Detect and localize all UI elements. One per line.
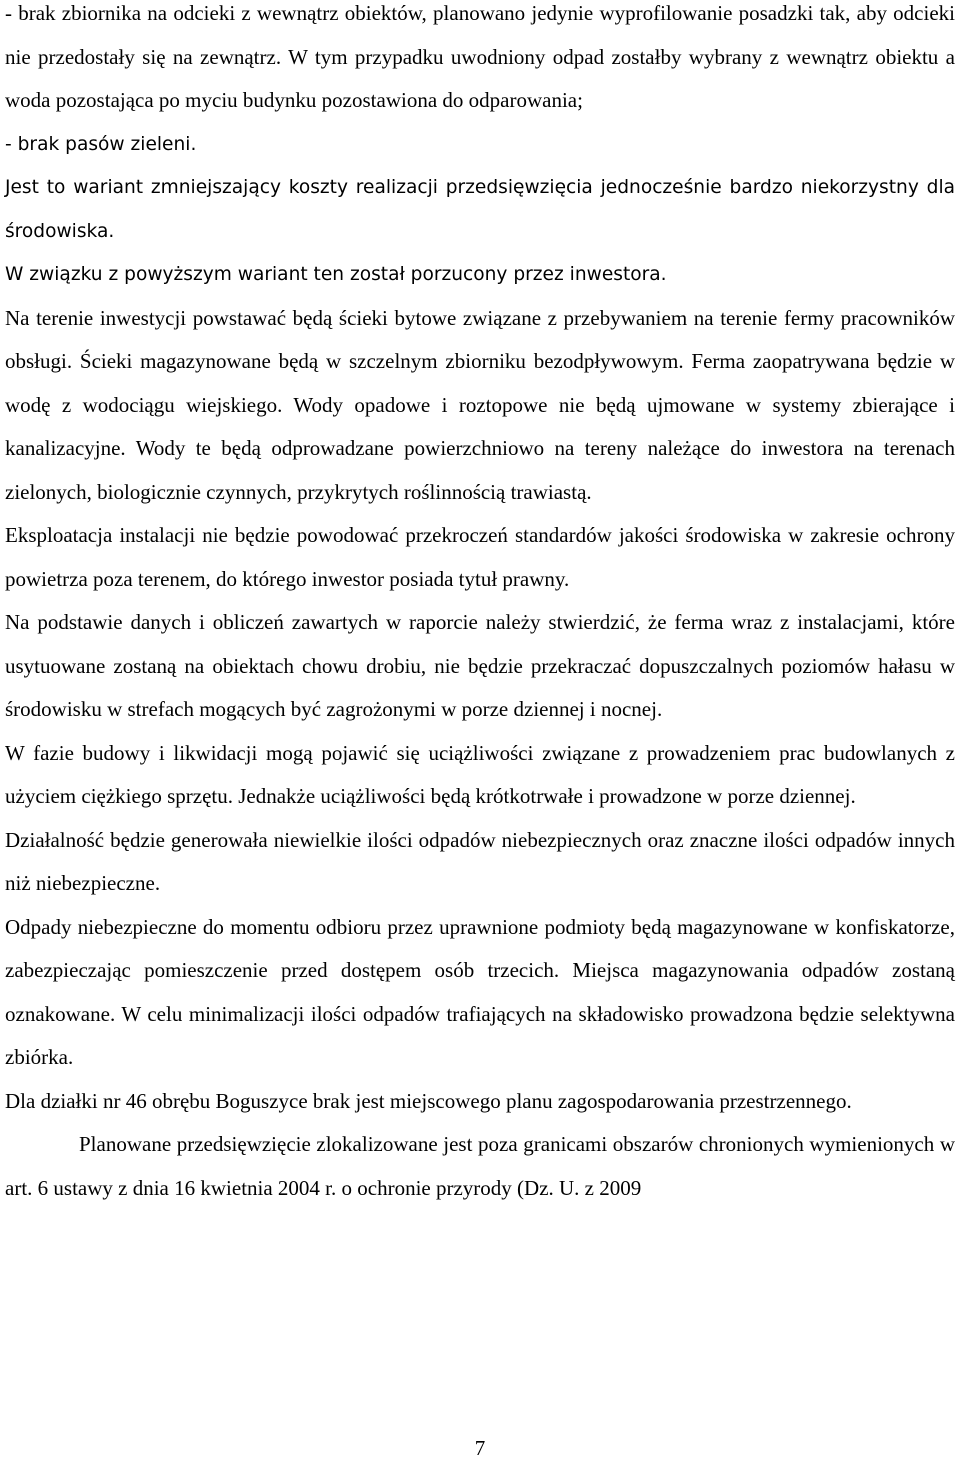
paragraph-no-green-belts: - brak pasów zieleni.: [5, 133, 197, 155]
page-number: 7: [474, 1436, 486, 1460]
paragraph-drainage-option: - brak zbiornika na odcieki z wewnątrz obiektów, planowano jedynie wyprofilowanie posadzki tak, aby odcieki nie przedostały się na zewnątrz. W tym przypadku uwodniony odpad zostałby wybrany z wewnątrz obiektu a woda pozostająca po myciu budynku pozostawiona do odparowania;: [5, 1, 955, 112]
paragraph-hazardous-waste: Odpady niebezpieczne do momentu odbioru przez uprawnione podmioty będą magazynowane w konfiskatorze, zabezpieczając pomieszczenie przed dostępem osób trzecich. Miejsca magazynowania odpadów zostaną oznakowane. W celu minimalizacji ilości odpadów trafiających na składowisko prowadzona będzie selektywna zbiórka.: [5, 914, 955, 1069]
paragraph-protected-areas: Planowane przedsięwzięcie zlokalizowane jest poza granicami obszarów chronionych wymienionych w art. 6 ustawy z dnia 16 kwietnia 2004 r. o ochronie przyrody (Dz. U. z 2009: [5, 1132, 955, 1200]
paragraph-waste-amounts: Działalność będzie generowała niewielkie ilości odpadów niebezpiecznych oraz znaczne ilości odpadów innych niż niebezpieczne.: [5, 827, 955, 895]
paragraph-construction: W fazie budowy i likwidacji mogą pojawić się uciążliwości związane z prowadzeniem prac budowlanych z użyciem ciężkiego sprzętu. Jednakże uciążliwości będą krótkotrwałe i prowadzone w porze dziennej.: [5, 740, 955, 808]
document-page: [5, 0, 955, 1210]
paragraph-air-quality: Eksploatacja instalacji nie będzie powodować przekroczeń standardów jakości środowiska w zakresie ochrony powietrza poza terenem, do którego inwestor posiada tytuł prawny.: [5, 523, 955, 591]
paragraph-variant-abandoned: W związku z powyższym wariant ten został porzucony przez inwestora.: [5, 264, 667, 285]
paragraph-zoning-plan: Dla działki nr 46 obrębu Boguszyce brak jest miejscowego planu zagospodarowania przestrzennego.: [5, 1088, 852, 1113]
paragraph-sewage: Na terenie inwestycji powstawać będą ścieki bytowe związane z przebywaniem na terenie fermy pracowników obsługi. Ścieki magazynowane będą w szczelnym zbiorniku bezodpływowym. Ferma zaopatrywana będzie w wodę z wodociągu wiejskiego. Wody opadowe i roztopowe nie będą ujmowane w systemy zbierające i kanalizacyjne. Wody te będą odprowadzane powierzchniowo na tereny należące do inwestora na terenach zielonych, biologicznie czynnych, przykrytych roślinnością trawiastą.: [5, 305, 955, 504]
paragraph-variant-cost: Jest to wariant zmniejszający koszty realizacji przedsięwzięcia jednocześnie bardzo niekorzystny dla środowiska.: [5, 177, 955, 242]
paragraph-noise: Na podstawie danych i obliczeń zawartych w raporcie należy stwierdzić, że ferma wraz z instalacjami, które usytuowane zostaną na obiektach chowu drobiu, nie będzie przekraczać dopuszczalnych poziomów hałasu w środowisku w strefach mogących być zagrożonymi w porze dziennej i nocnej.: [5, 610, 955, 721]
